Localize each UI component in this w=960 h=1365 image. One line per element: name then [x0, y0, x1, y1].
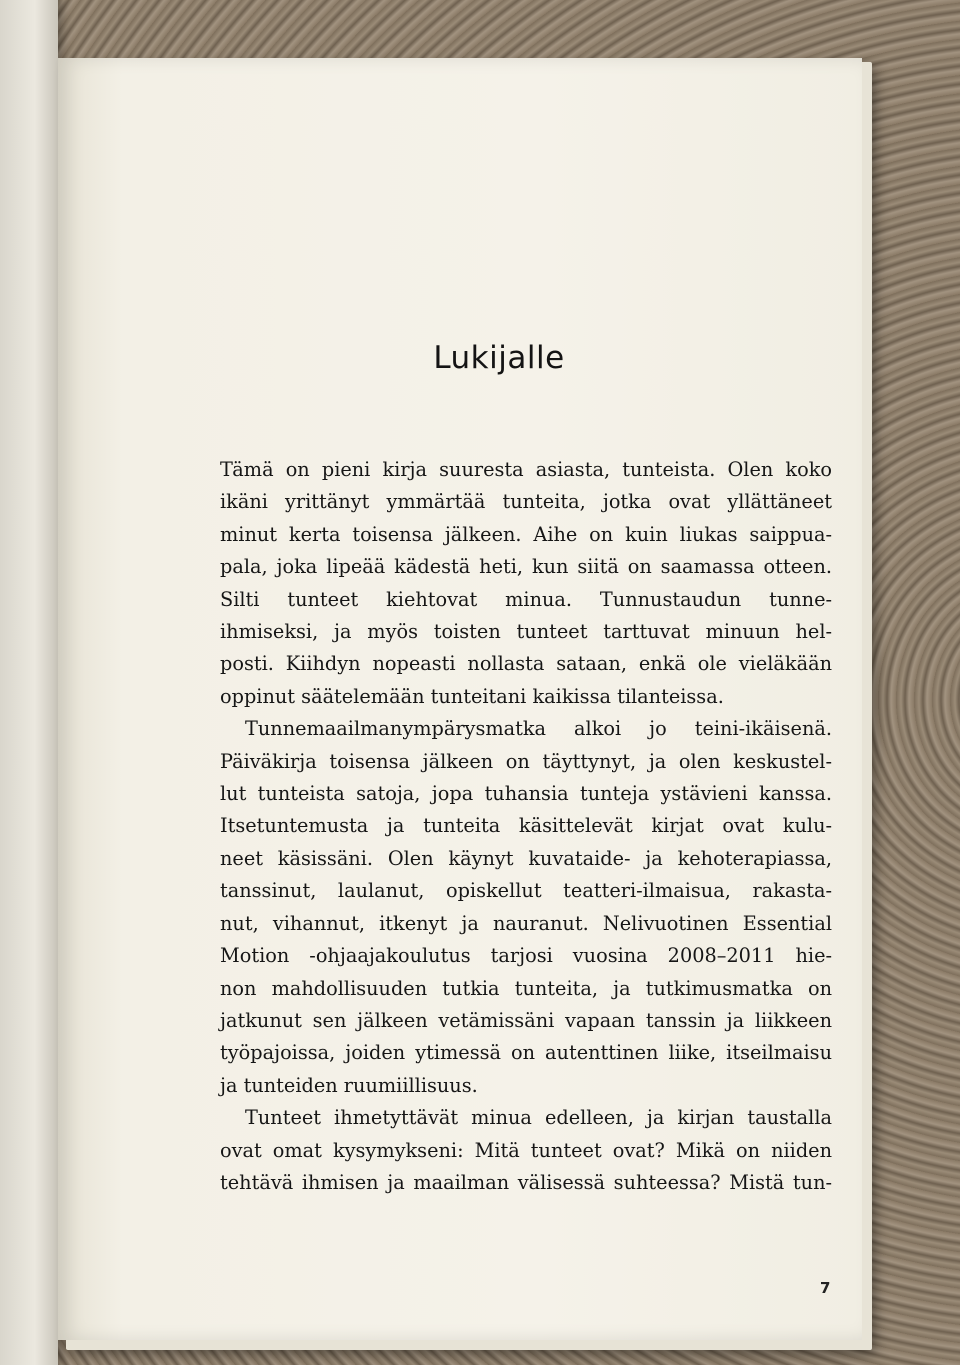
text-line: Tunteet ihmetyttävät minua edelleen, ja kirjan taustalla — [245, 1106, 832, 1130]
text-line: jatkunut sen jälkeen vetämissäni vapaan tanssin ja liikkeen — [220, 1008, 832, 1032]
text-line: minut kerta toisensa jälkeen. Aihe on kuin liukas saippua- — [220, 522, 832, 546]
text-line: pala, joka lipeää kädestä heti, kun siitä on saamassa otteen. — [220, 555, 832, 579]
text-line: tehtävä ihmisen ja maailman välisessä suhteessa? Mistä tun- — [220, 1170, 832, 1194]
text-line: lut tunteista satoja, jopa tuhansia tunteja ystävieni kanssa. — [220, 782, 832, 806]
text-line: nut, vihannut, itkenyt ja nauranut. Nelivuotinen Essential — [220, 911, 832, 935]
text-line: posti. Kiihdyn nopeasti nollasta sataan, enkä ole vieläkään — [220, 652, 832, 676]
text-line: Päiväkirja toisensa jälkeen on täyttynyt, ja olen keskustel- — [220, 749, 832, 773]
text-line: työpajoissa, joiden ytimessä on autenttinen liike, itseilmaisu — [220, 1041, 832, 1065]
page-number: 7 — [820, 1279, 831, 1297]
text-line: Motion -ohjaajakoulutus tarjosi vuosina 2008–2011 hie- — [220, 944, 832, 968]
paragraph-1 — [220, 454, 832, 713]
body-text — [220, 454, 832, 1199]
paragraph-2 — [220, 713, 832, 1102]
left-page-edge — [0, 0, 58, 1365]
text-line: Silti tunteet kiehtovat minua. Tunnustaudun tunne- — [220, 587, 832, 611]
text-line: ovat omat kysymykseni: Mitä tunteet ovat? Mikä on niiden — [220, 1138, 832, 1162]
text-line: ja tunteiden ruumiillisuus. — [220, 1073, 478, 1097]
text-line: neet käsissäni. Olen käynyt kuvataide- ja kehoterapiassa, — [220, 846, 832, 870]
text-line: ihmiseksi, ja myös toisten tunteet tarttuvat minuun hel- — [220, 620, 832, 644]
text-line: oppinut säätelemään tunteitani kaikissa tilanteissa. — [220, 684, 724, 708]
text-line: Tämä on pieni kirja suuresta asiasta, tunteista. Olen koko — [220, 458, 832, 481]
text-line: Tunnemaailmanympärysmatka alkoi jo teini-ikäisenä. — [245, 717, 832, 741]
paragraph-3 — [220, 1102, 832, 1199]
text-line: tanssinut, laulanut, opiskellut teatteri-ilmaisua, rakasta- — [220, 879, 832, 903]
text-line: Itsetuntemusta ja tunteita käsittelevät kirjat ovat kulu- — [220, 814, 832, 838]
book-page — [58, 58, 862, 1340]
text-line: non mahdollisuuden tutkia tunteita, ja tutkimusmatka on — [220, 976, 832, 1000]
text-line: ikäni yrittänyt ymmärtää tunteita, jotka ovat yllättäneet — [220, 490, 832, 514]
chapter-heading: Lukijalle — [433, 340, 565, 376]
